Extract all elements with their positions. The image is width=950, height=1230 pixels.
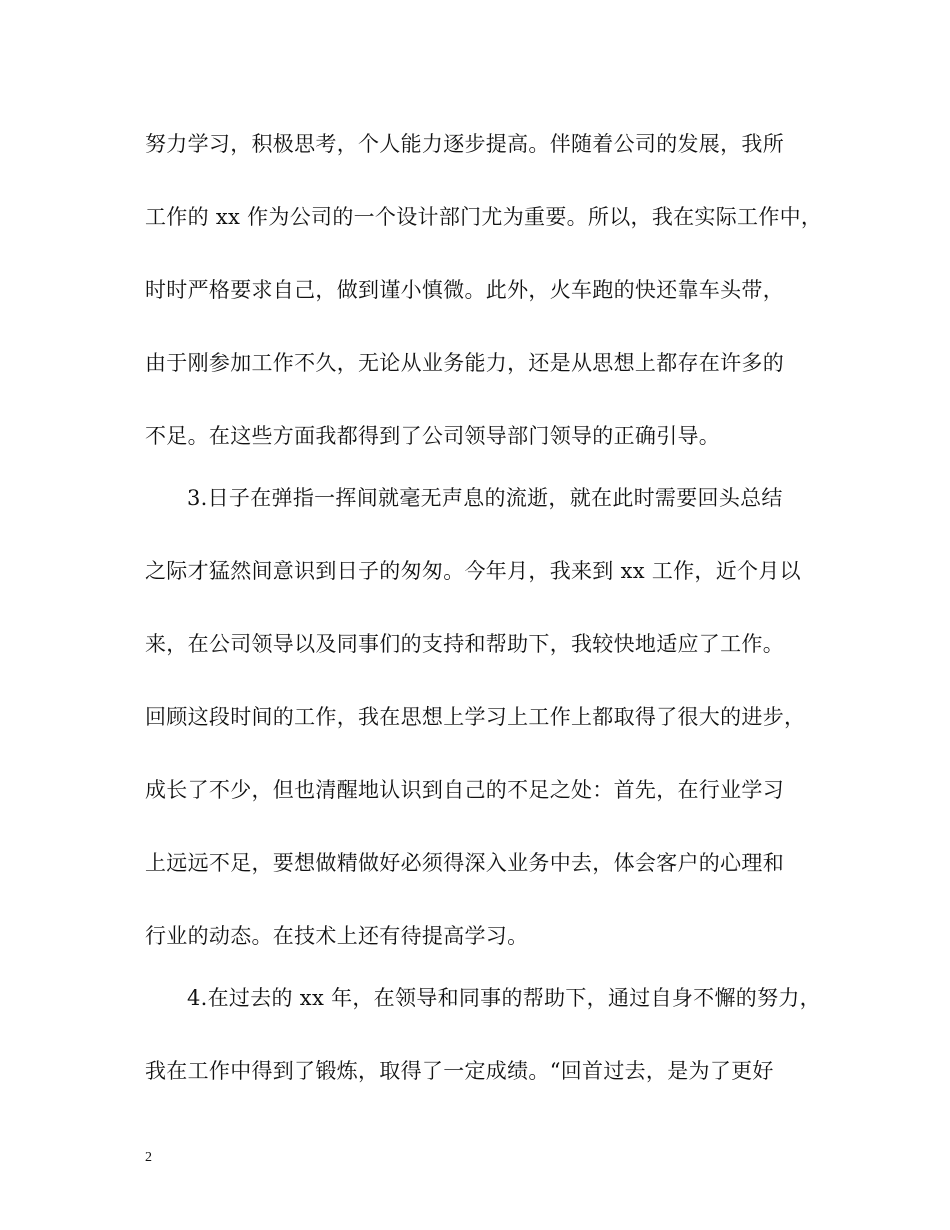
text-line: 努力学习，积极思考，个人能力逐步提高。伴随着公司的发展，我所 [145, 132, 784, 156]
text-line: 之际才猛然间意识到日子的匆匆。今年月，我来到 xx 工作，近个月以 [145, 559, 801, 583]
paragraph-start-line: 3.日子在弹指一挥间就毫无声息的流逝，就在此时需要回头总结 [187, 486, 783, 510]
text-line: 工作的 xx 作为公司的一个设计部门尤为重要。所以，我在实际工作中， [145, 205, 823, 229]
text-line: 来，在公司领导以及同事们的支持和帮助下，我较快地适应了工作。 [145, 632, 784, 656]
text-line: 行业的动态。在技术上还有待提高学习。 [145, 924, 529, 948]
text-line: 上远远不足，要想做精做好必须得深入业务中去，体会客户的心理和 [145, 851, 784, 875]
text-line: 不足。在这些方面我都得到了公司领导部门领导的正确引导。 [145, 424, 721, 448]
text-line: 成长了不少，但也清醒地认识到自己的不足之处：首先，在行业学习 [145, 778, 784, 802]
text-line: 我在工作中得到了锻炼，取得了一定成绩。“回首过去，是为了更好 [145, 1059, 774, 1083]
text-line: 时时严格要求自己，做到谨小慎微。此外，火车跑的快还靠车头带， [145, 278, 784, 302]
text-line: 由于刚参加工作不久，无论从业务能力，还是从思想上都存在许多的 [145, 351, 784, 375]
page-number: 2 [145, 1150, 152, 1165]
paragraph-start-line: 4.在过去的 xx 年，在领导和同事的帮助下，通过自身不懈的努力， [187, 986, 821, 1010]
text-line: 回顾这段时间的工作，我在思想上学习上工作上都取得了很大的进步， [145, 705, 806, 729]
